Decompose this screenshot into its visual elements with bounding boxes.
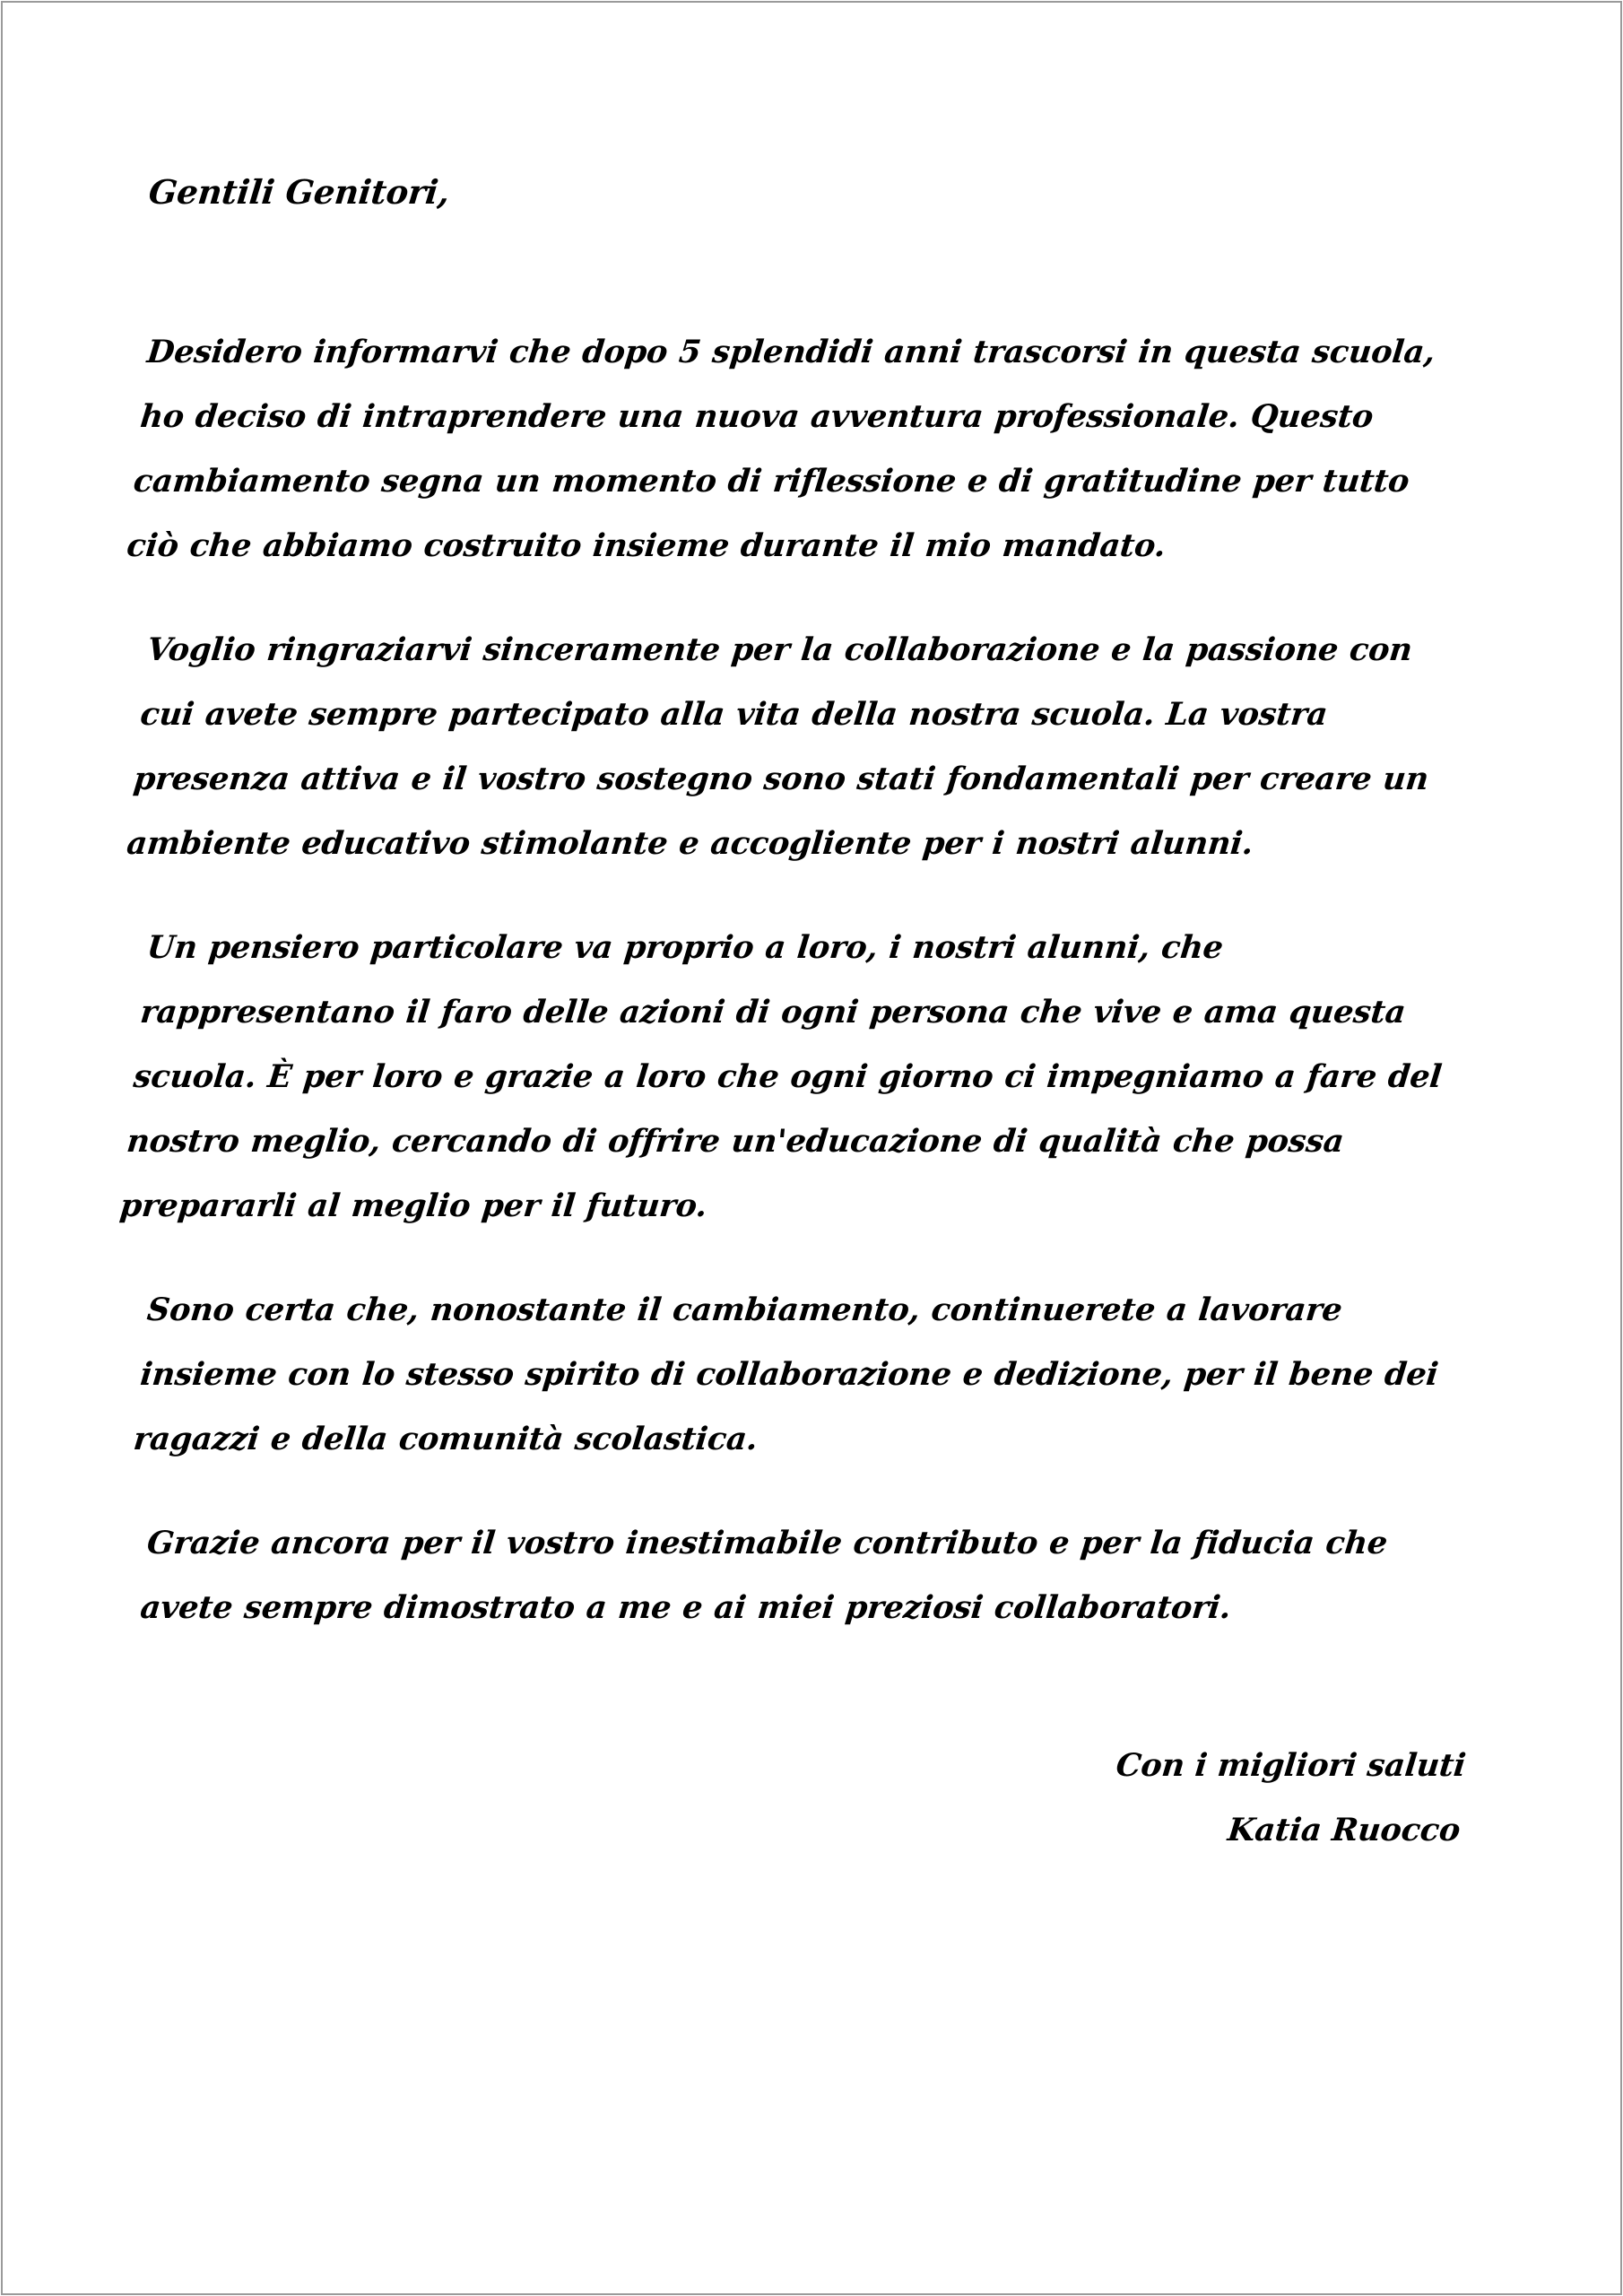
spacer-before-closing: [151, 1640, 1469, 1734]
spacer-after-paragraph-3: [151, 1239, 1469, 1278]
letter-content: [117, 172, 1469, 1863]
spacer-after-paragraph-1: [151, 578, 1469, 618]
paragraph-1: Desidero informarvi che dopo 5 splendidi anni trascorsi in questa scuola, ho deciso di intraprendere una nuova avventura professionale. Questo cambiamento segna un momento di riflessione e di gratitudine per tutto ciò che abbiamo costruito insieme durante il mio mandato.: [125, 334, 1437, 564]
spacer-after-paragraph-2: [151, 876, 1469, 916]
spacer-after-paragraph-4: [151, 1472, 1469, 1511]
paragraph-4: Sono certa che, nonostante il cambiamento, continuerete a lavorare insieme con lo stesso spirito di collaborazione e dedizione, per il bene dei ragazzi e della comunità scolastica.: [131, 1292, 1440, 1457]
closing-salutation: Con i migliori saluti: [1114, 1747, 1468, 1784]
closing-block: [151, 1734, 1469, 1863]
spacer-after-salutation: [151, 209, 1469, 320]
paragraph-2: Voglio ringraziarvi sinceramente per la collaborazione e la passione con cui avete sempre partecipato alla vita della nostra scuola. La vostra presenza attiva e il vostro sostegno sono stati fondamentali per creare un ambiente educativo stimolante e accogliente per i nostri alunni.: [125, 631, 1431, 862]
salutation: Gentili Genitori,: [146, 172, 452, 212]
paragraph-3: Un pensiero particolare va proprio a loro, i nostri alunni, che rappresentano il faro delle azioni di ogni persona che vive e ama questa scuola. È per loro e grazie a loro che ogni giorno ci impegniamo a fare del nostro meglio, cercando di offrire un'educazione di qualità che possa prepararli al meglio per il futuro.: [117, 929, 1444, 1224]
paragraph-5: Grazie ancora per il vostro inestimabile contributo e per la fiducia che avete sempre dimostrato a me e ai miei preziosi collaboratori.: [138, 1525, 1390, 1626]
signature-name: Katia Ruocco: [1226, 1812, 1462, 1848]
